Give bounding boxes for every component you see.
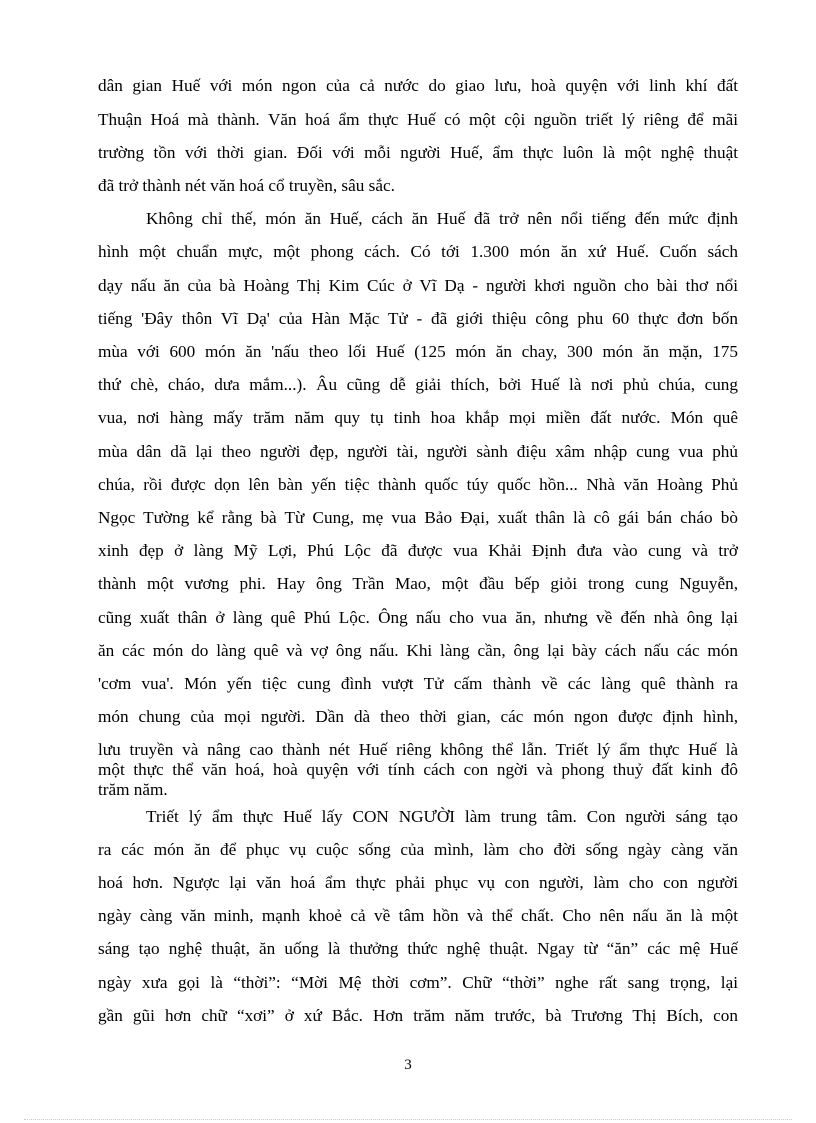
text-line: dân gian Huế với món ngon của cả nước do giao lưu, hoà quyện với linh khí đất	[98, 76, 738, 95]
text-line: 'cơm vua'. Món yến tiệc cung đình vượt Tử cấm thành về các làng quê thành ra	[98, 674, 738, 693]
text-line: ăn các món do làng quê và vợ ông nấu. Khi làng cần, ông lại bày cách nấu các món	[98, 641, 738, 660]
text-line: Ngọc Tường kể rằng bà Từ Cung, mẹ vua Bảo Đại, xuất thân là cô gái bán cháo bò	[98, 508, 738, 527]
text-line: hình một chuẩn mực, một phong cách. Có tới 1.300 món ăn xứ Huế. Cuốn sách	[98, 242, 738, 261]
text-line: trăm năm.	[98, 780, 168, 799]
text-line: đã trở thành nét văn hoá cổ truyền, sâu sắc.	[98, 176, 395, 195]
text-line: sáng tạo nghệ thuật, ăn uống là thưởng thức nghệ thuật. Ngay từ “ăn” các mệ Huế	[98, 939, 738, 958]
text-line: dạy nấu ăn của bà Hoàng Thị Kim Cúc ở Vĩ Dạ - người khơi nguồn cho bài thơ nổi	[98, 276, 738, 295]
text-line: mùa với 600 món ăn 'nấu theo lối Huế (125 món ăn chay, 300 món ăn mặn, 175	[98, 342, 738, 361]
text-line: món chung của mọi người. Dần dà theo thời gian, các món ngon được định hình,	[98, 707, 738, 726]
text-line: cũng xuất thân ở làng quê Phú Lộc. Ông nấu cho vua ăn, nhưng về đến nhà ông lại	[98, 608, 738, 627]
page-bottom-divider	[24, 1119, 792, 1120]
text-line: mùa dân dã lại theo người đẹp, người tài, người sành điệu xâm nhập cung vua phủ	[98, 442, 738, 461]
text-line: Triết lý ẩm thực Huế lấy CON NGƯỜI làm trung tâm. Con người sáng tạo	[146, 807, 738, 826]
text-line: thứ chè, cháo, dưa mắm...). Âu cũng dễ giải thích, bởi Huế là nơi phủ chúa, cung	[98, 375, 738, 394]
text-line: Không chỉ thế, món ăn Huế, cách ăn Huế đã trở nên nổi tiếng đến mức định	[146, 209, 738, 228]
text-line: hoá hơn. Ngược lại văn hoá ẩm thực phải phục vụ con người, làm cho con người	[98, 873, 738, 892]
page-number: 3	[404, 1057, 412, 1073]
text-line: gần gũi hơn chữ “xơi” ở xứ Bắc. Hơn trăm năm trước, bà Trương Thị Bích, con	[98, 1006, 738, 1025]
text-line: ngày xưa gọi là “thời”: “Mời Mệ thời cơm”. Chữ “thời” nghe rất sang trọng, lại	[98, 973, 738, 992]
text-line: một thực thể văn hoá, hoà quyện với tính cách con ngời và phong thuỷ đất kinh đô	[98, 760, 738, 779]
text-line: ra các món ăn để phục vụ cuộc sống của mình, làm cho đời sống ngày càng văn	[98, 840, 738, 859]
text-line: xinh đẹp ở làng Mỹ Lợi, Phú Lộc đã được vua Khải Định đưa vào cung và trở	[98, 541, 738, 560]
text-line: thành một vương phi. Hay ông Trần Mao, một đầu bếp giỏi trong cung Nguyễn,	[98, 574, 738, 593]
text-line: tiếng 'Đây thôn Vĩ Dạ' của Hàn Mặc Tử - đã giới thiệu công phu 60 thực đơn bốn	[98, 309, 738, 328]
text-line: Thuận Hoá mà thành. Văn hoá ẩm thực Huế có một cội nguồn triết lý riêng để mãi	[98, 110, 738, 129]
text-line: lưu truyền và nâng cao thành nét Huế riêng không thể lẫn. Triết lý ẩm thực Huế là	[98, 740, 738, 759]
text-line: chúa, rồi được dọn lên bàn yến tiệc thành quốc túy quốc hồn... Nhà văn Hoàng Phủ	[98, 475, 738, 494]
text-line: ngày càng văn minh, mạnh khoẻ cả về tâm hồn và thể chất. Cho nên nấu ăn là một	[98, 906, 738, 925]
text-line: vua, nơi hàng mấy trăm năm quy tụ tinh hoa khắp mọi miền đất nước. Món quê	[98, 408, 738, 427]
text-line: trường tồn với thời gian. Đối với mỗi người Huế, ẩm thực luôn là một nghệ thuật	[98, 143, 738, 162]
